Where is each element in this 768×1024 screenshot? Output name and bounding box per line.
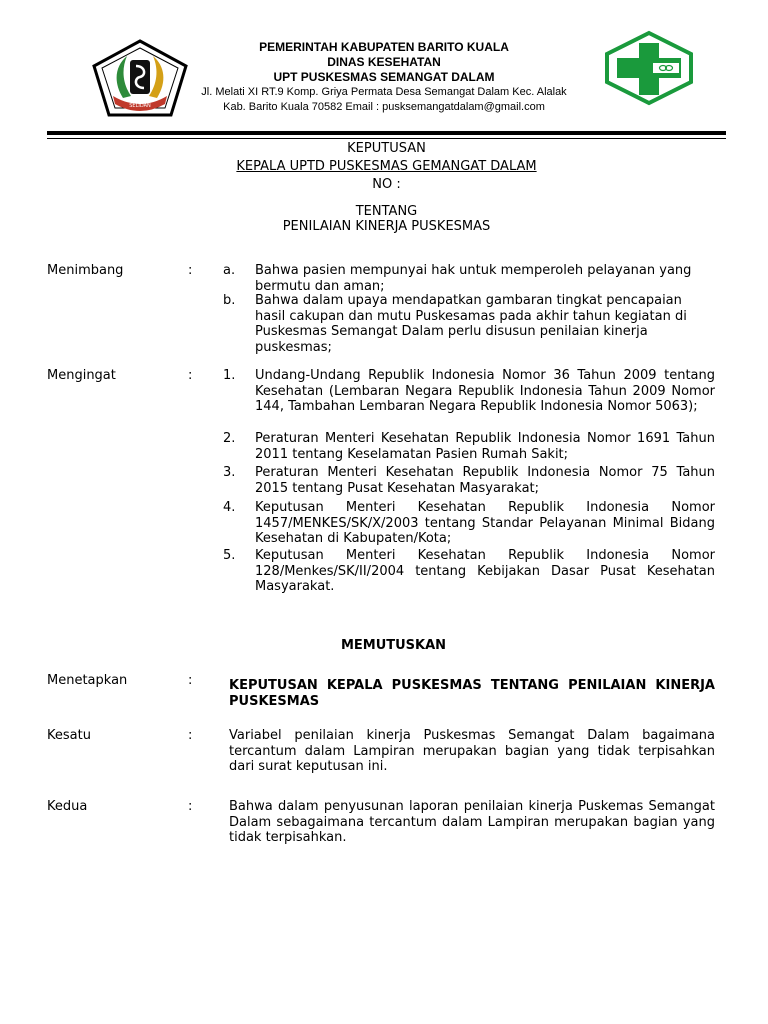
mengingat-label: Mengingat bbox=[47, 368, 116, 383]
crest-ribbon-text: SELIDAN bbox=[129, 103, 151, 109]
title-tentang: TENTANG bbox=[355, 204, 418, 219]
kedua-label: Kedua bbox=[47, 799, 88, 814]
mengingat-3-mark: 3. bbox=[223, 465, 236, 480]
letterhead-department: DINAS KESEHATAN bbox=[327, 55, 441, 69]
letterhead-rule-thin bbox=[47, 138, 726, 139]
mengingat-3-text: Peraturan Menteri Kesehatan Republik Indonesia Nomor 75 Tahun 2015 tentang Pusat Kesehatan Masyarakat; bbox=[255, 465, 715, 496]
kedua-colon: : bbox=[188, 799, 193, 814]
kesatu-colon: : bbox=[188, 728, 193, 743]
regency-crest-icon bbox=[91, 38, 189, 118]
letterhead-rule bbox=[47, 131, 726, 135]
mengingat-2-mark: 2. bbox=[223, 431, 236, 446]
letterhead-email: Kab. Barito Kuala 70582 Email : pusksemangatdalam@gmail.com bbox=[223, 101, 545, 113]
mengingat-5-text: Keputusan Menteri Kesehatan Republik Indonesia Nomor 128/Menkes/SK/II/2004 tentang Kebijakan Dasar Pusat Kesehatan Masyarakat. bbox=[255, 548, 715, 594]
title-keputusan: KEPUTUSAN bbox=[347, 141, 426, 156]
mengingat-5-mark: 5. bbox=[223, 548, 236, 563]
letterhead-government: PEMERINTAH KABUPATEN BARITO KUALA bbox=[259, 40, 509, 54]
letterhead-address: Jl. Melati XI RT.9 Komp. Griya Permata Desa Semangat Dalam Kec. Alalak bbox=[201, 86, 567, 98]
letterhead-puskesmas: UPT PUSKESMAS SEMANGAT DALAM bbox=[273, 70, 495, 84]
mengingat-4-mark: 4. bbox=[223, 500, 236, 515]
mengingat-1-text: Undang-Undang Republik Indonesia Nomor 36 Tahun 2009 tentang Kesehatan (Lembaran Negara Republik Indonesia Tahun 2009 Nomor 144, Tambahan Lembaran Negara Republik Indonesia Nomor 5063); bbox=[255, 368, 715, 414]
menimbang-b-mark: b. bbox=[223, 293, 236, 308]
menetapkan-text: KEPUTUSAN KEPALA PUSKESMAS TENTANG PENILAIAN KINERJA PUSKESMAS bbox=[229, 678, 715, 709]
menimbang-b-text: Bahwa dalam upaya mendapatkan gambaran tingkat pencapaian hasil cakupan dan mutu Puskesamas pada akhir tahun kegiatan di Puskesmas Semangat Dalam perlu disusun penilaian kinerja puskesmas; bbox=[255, 293, 687, 355]
mengingat-4-text: Keputusan Menteri Kesehatan Republik Indonesia Nomor 1457/MENKES/SK/X/2003 tentang Standar Pelayanan Minimal Bidang Kesehatan di Kabupaten/Kota; bbox=[255, 500, 715, 546]
menetapkan-colon: : bbox=[188, 673, 193, 688]
menimbang-label: Menimbang bbox=[47, 263, 124, 278]
memutuskan-heading: MEMUTUSKAN bbox=[340, 638, 447, 653]
mengingat-1-mark: 1. bbox=[223, 368, 236, 383]
kesatu-text: Variabel penilaian kinerja Puskesmas Semangat Dalam bagaimana tercantum dalam Lampiran merupakan bagian yang tidak terpisahkan dari surat keputusan ini. bbox=[229, 728, 715, 774]
kesatu-label: Kesatu bbox=[47, 728, 91, 743]
menimbang-colon: : bbox=[188, 263, 193, 278]
mengingat-colon: : bbox=[188, 368, 193, 383]
title-kepala bbox=[47, 159, 726, 175]
menimbang-a-text: Bahwa pasien mempunyai hak untuk memperoleh pelayanan yang bermutu dan aman; bbox=[255, 263, 692, 294]
title-number: NO : bbox=[372, 177, 401, 192]
kedua-text: Bahwa dalam penyusunan laporan penilaian kinerja Puskemas Semangat Dalam sebagaimana tercantum dalam Lampiran merupakan bagian yang tidak terpisahkan. bbox=[229, 799, 715, 845]
title-kepala-text: KEPALA UPTD PUSKESMAS GEMANGAT DALAM bbox=[236, 159, 537, 174]
letterhead bbox=[190, 40, 578, 115]
puskesmas-cross-icon bbox=[603, 30, 695, 106]
menimbang-a-mark: a. bbox=[223, 263, 236, 278]
mengingat-2-text: Peraturan Menteri Kesehatan Republik Indonesia Nomor 1691 Tahun 2011 tentang Keselamatan Pasien Rumah Sakit; bbox=[255, 431, 715, 462]
menetapkan-label: Menetapkan bbox=[47, 673, 128, 688]
title-subject: PENILAIAN KINERJA PUSKESMAS bbox=[282, 219, 491, 234]
